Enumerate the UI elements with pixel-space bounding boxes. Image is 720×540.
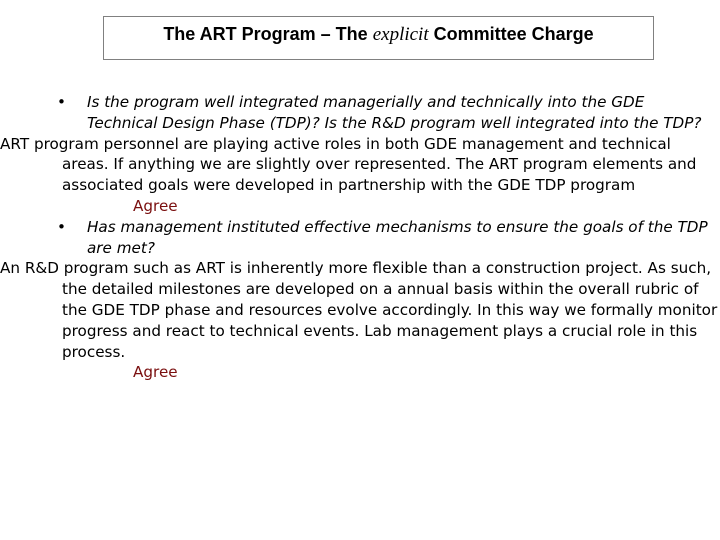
answer-2: An R&D program such as ART is inherently more flexible than a construction project. As such, the detailed milestones are developed on a annual basis within the overall rubric of the GDE TDP phase and resources evolve accordingly. In this way we formally monitor progress and react to technical events. Lab management plays a crucial role in this process. (0, 259, 718, 361)
verdict-1: Agree (133, 196, 178, 215)
bullet-icon: • (57, 217, 66, 236)
slide-title-part2: Committee Charge (433, 24, 594, 44)
question-1-text: Is the program well integrated managerially and technically into the GDE Technical Design Phase (TDP)? Is the R&D program well integrated into the TDP? (87, 93, 702, 132)
bullet-icon: • (57, 93, 66, 111)
question-1 (0, 92, 718, 134)
slide-title-box (103, 16, 654, 60)
answer-1: ART program personnel are playing active roles in both GDE management and technical areas. If anything we are slightly over represented. The ART program elements and associated goals were developed in partnership with the GDE TDP program (0, 134, 697, 195)
question-2 (0, 217, 718, 259)
question-2-text: Has management instituted effective mechanisms to ensure the goals of the TDP are met? (87, 217, 708, 257)
slide-title-emphasis: explicit (372, 24, 429, 45)
verdict-2: Agree (133, 363, 178, 382)
slide-title-part1: The ART Program – The (163, 24, 368, 44)
slide-body (0, 92, 718, 383)
